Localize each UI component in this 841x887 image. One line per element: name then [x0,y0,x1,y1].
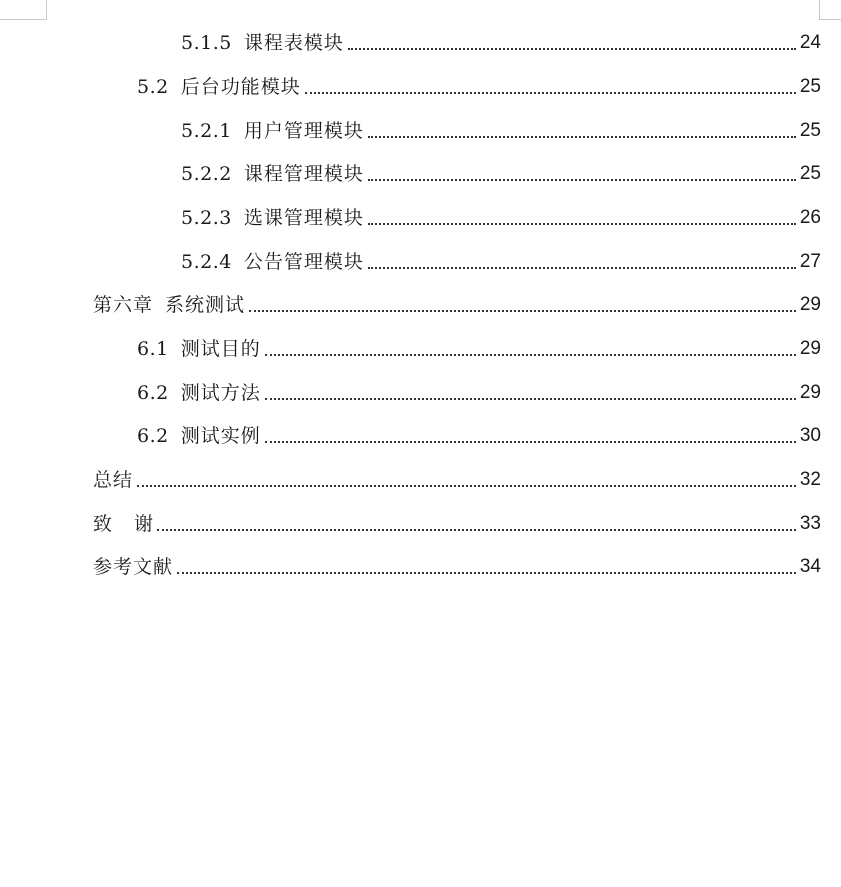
toc-entry-number: 5.2 [137,76,169,98]
toc-entry[interactable] [181,159,821,189]
toc-entry-number: 第六章 [93,294,154,316]
toc-entry-title: 测试方法 [180,382,261,404]
toc-entry-page: 26 [799,207,821,228]
toc-entry-number: 5.2.4 [181,251,232,273]
toc-entry-page: 29 [799,338,821,359]
dot-leader [348,47,796,50]
dot-leader [157,528,796,531]
toc-entry-number: 6.1 [137,338,169,360]
toc-entry-page: 24 [799,32,821,53]
toc-entry[interactable] [137,72,821,102]
dot-leader [368,222,796,225]
toc-entry-page: 25 [799,120,821,141]
toc-entry-title: 测试目的 [180,338,261,360]
toc-entry[interactable] [181,28,821,58]
dot-leader [265,440,796,443]
toc-entry[interactable] [181,247,821,277]
toc-entry-page: 29 [799,382,821,403]
toc-entry-title: 课程管理模块 [243,163,364,185]
toc-entry[interactable] [137,334,821,364]
toc-entry-title: 选课管理模块 [243,207,364,229]
dot-leader [265,397,796,400]
toc-entry[interactable] [181,203,821,233]
toc-entry-page: 25 [799,76,821,97]
dot-leader [265,353,796,356]
toc-entry-title: 测试实例 [180,425,261,447]
toc-entry-page: 34 [799,556,821,577]
toc-entry-title: 后台功能模块 [180,76,301,98]
toc-entry-number: 5.2.1 [181,120,232,142]
toc-entry-number: 6.2 [137,382,169,404]
dot-leader [368,266,796,269]
toc-entry-number: 6.2 [137,425,169,447]
toc-entry-page: 33 [799,513,821,534]
toc-entry-title: 致谢 [93,513,176,535]
dot-leader [177,571,796,574]
toc-entry-references[interactable] [93,552,821,582]
toc-entry-page: 27 [799,251,821,272]
toc-entry-page: 25 [799,163,821,184]
toc-entry[interactable] [137,421,821,451]
dot-leader [249,309,796,312]
toc-entry-number: 5.1.5 [181,32,232,54]
crop-mark-top-left [0,0,47,20]
toc-entry-page: 29 [799,294,821,315]
toc-entry-title: 参考文献 [93,556,174,578]
crop-mark-top-right [819,0,841,20]
toc-entry-title: 公告管理模块 [243,251,364,273]
toc-entry-chapter[interactable] [93,290,821,320]
toc-entry[interactable] [137,378,821,408]
toc-entry-number: 5.2.3 [181,207,232,229]
toc-entry-title: 用户管理模块 [243,120,364,142]
toc-entry-acknowledgements[interactable] [93,509,821,539]
toc-entry-title: 总结 [93,469,134,491]
toc-entry-title: 系统测试 [165,294,246,316]
toc-entry-page: 30 [799,425,821,446]
dot-leader [368,135,796,138]
toc-entry-page: 32 [799,469,821,490]
toc-entry-number: 5.2.2 [181,163,232,185]
dot-leader [368,178,796,181]
dot-leader [305,91,796,94]
dot-leader [137,484,796,487]
toc-entry-summary[interactable] [93,465,821,495]
toc-entry-title: 课程表模块 [243,32,344,54]
toc-entry[interactable] [181,116,821,146]
